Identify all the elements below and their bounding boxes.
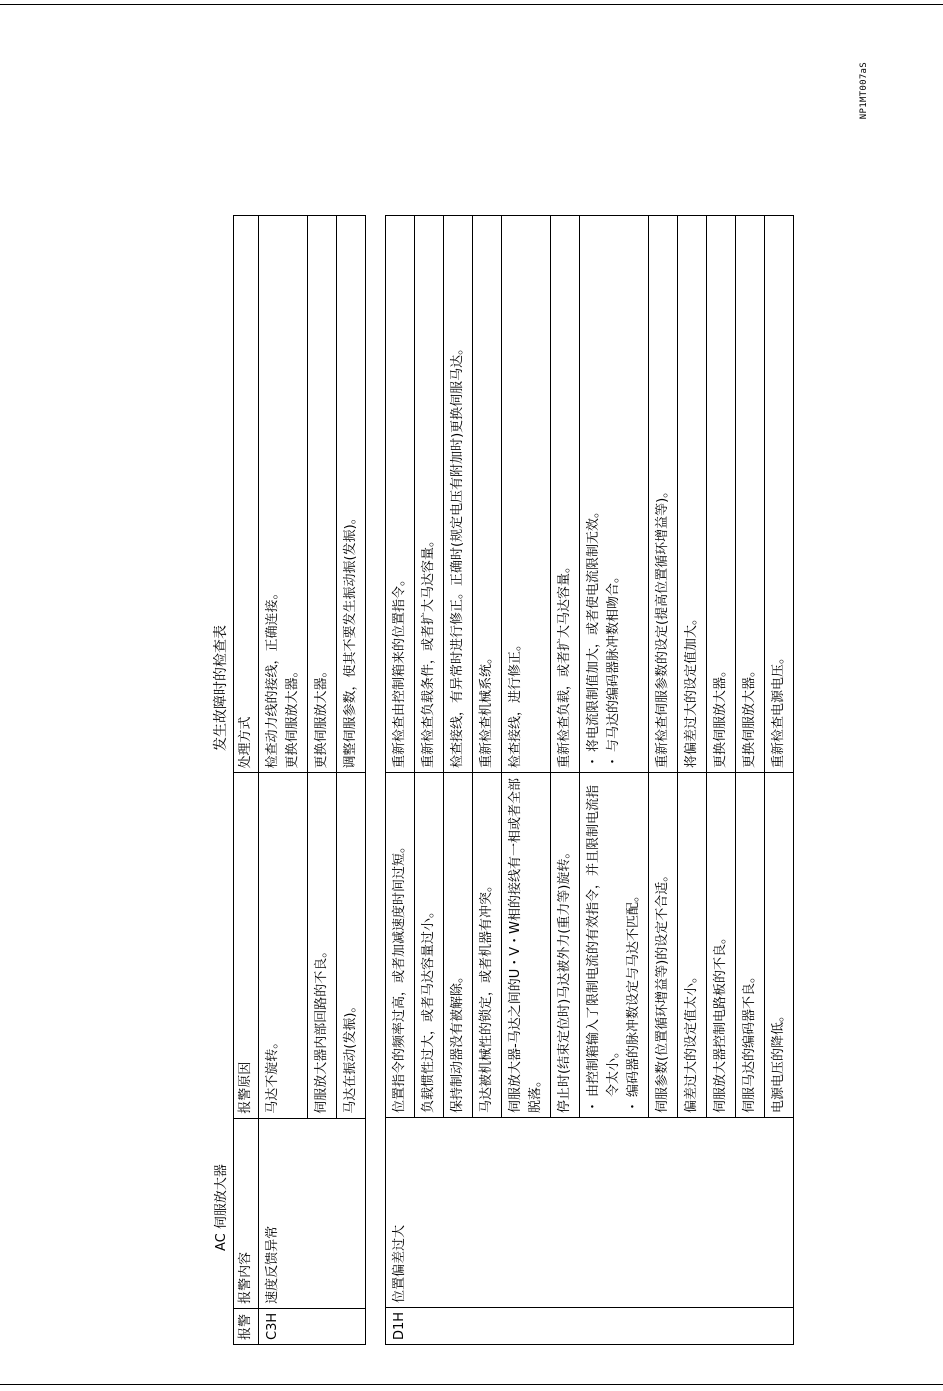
action-cell: 更换伺服放大器。 xyxy=(308,216,337,773)
action-cell: 更换伺服放大器。 xyxy=(707,216,736,773)
action-cell xyxy=(259,216,308,773)
action-list xyxy=(584,220,624,768)
cause-cell: 位置指令的频率过高，或者加减速度时间过短。 xyxy=(386,772,415,1117)
action-cell: 检查接线，有异常时进行修正。正确时(规定电压有附加时)更换伺服马达。 xyxy=(444,216,473,773)
alarm-content: 速度反馈异常 xyxy=(259,1118,366,1308)
action-cell: 重新检查由控制箱来的位置指令。 xyxy=(386,216,415,773)
cause-cell: 伺服放大器控制电路板的不良。 xyxy=(707,772,736,1117)
cause-cell: 电源电压的降低。 xyxy=(765,772,794,1117)
action-cell: 调整伺服参数，使其不要发生振动振(发振)。 xyxy=(337,216,366,773)
action-cell: 更换伺服放大器。 xyxy=(736,216,765,773)
action-bullet: ・ 将电流限制值加大，或者使电流限制无效。 xyxy=(584,220,604,752)
figure-code: NP1MT007aS xyxy=(859,62,869,120)
cause-cell: 马达在振动(发振)。 xyxy=(337,773,366,1118)
cause-cell: 偏差过大的设定值太小。 xyxy=(678,772,707,1117)
action-cell: 重新检查电源电压。 xyxy=(765,216,794,773)
table-row xyxy=(259,216,308,1345)
table-row xyxy=(386,216,415,1345)
action-cell xyxy=(580,216,649,773)
cause-cell: 保持制动器没有被解除。 xyxy=(444,772,473,1117)
checklist-table-d1h xyxy=(385,215,794,1345)
action-cell: 重新检查机械系统。 xyxy=(473,216,502,773)
action-cell: 重新检查负载条件，或者扩大马达容量。 xyxy=(415,216,444,773)
cause-list xyxy=(584,777,644,1113)
cause-cell: 马达被机械性的锁定，或者机器有冲突。 xyxy=(473,772,502,1117)
header-alarm: 报警 xyxy=(234,1308,259,1344)
action-cell: 检查接线，进行修正。 xyxy=(502,216,551,773)
cause-cell: 伺服放大器-马达之间的U・V・W相的接线有一相或者全部脱落。 xyxy=(502,772,551,1117)
cause-cell: 伺服马达的编码器不良。 xyxy=(736,772,765,1117)
alarm-code: C3H xyxy=(259,1308,366,1344)
alarm-code: D1H xyxy=(386,1307,794,1344)
cause-cell: 停止时(结束定位时)马达被外力(重力等)旋转。 xyxy=(551,772,580,1117)
cause-cell xyxy=(580,772,649,1117)
table-header-row xyxy=(234,216,259,1345)
header-action: 处理方式 xyxy=(234,216,259,773)
cause-bullet: ・ 由控制箱输入了限制电流的有效指令，并且限制电流指令太小。 xyxy=(584,777,624,1097)
action-cell: 重新检查负载，或者扩大马达容量。 xyxy=(551,216,580,773)
cause-cell: 马达不旋转。 xyxy=(259,773,308,1118)
header-content: 报警内容 xyxy=(234,1118,259,1308)
checklist-table-c3h xyxy=(233,215,366,1345)
cause-cell: 伺服参数(位置循环增益等)的设定不合适。 xyxy=(649,772,678,1117)
cause-cell: 伺服放大器内部回路的不良。 xyxy=(308,773,337,1118)
action-line: 检查动力线的接线，正确连接。 xyxy=(265,586,280,769)
action-cell: 重新检查伺服参数的设定(提高位置循环增益等)。 xyxy=(649,216,678,773)
header-cause: 报警原因 xyxy=(234,773,259,1118)
cause-bullet: ・ 编码器的脉冲数设定与马达不匹配。 xyxy=(624,777,644,1097)
action-bullet: ・ 与马达的编码器脉冲数相吻合。 xyxy=(604,220,624,752)
cause-cell: 负载惯性过大，或者马达容量过小。 xyxy=(415,772,444,1117)
action-cell: 将偏差过大的设定值加大。 xyxy=(678,216,707,773)
page-title: 发生故障时的检查表 xyxy=(213,625,229,751)
alarm-content: 位置偏差过大 xyxy=(386,1117,794,1307)
action-line: 更换伺服放大器。 xyxy=(285,664,300,769)
section-subtitle: AC 伺服放大器 xyxy=(214,1164,229,1251)
